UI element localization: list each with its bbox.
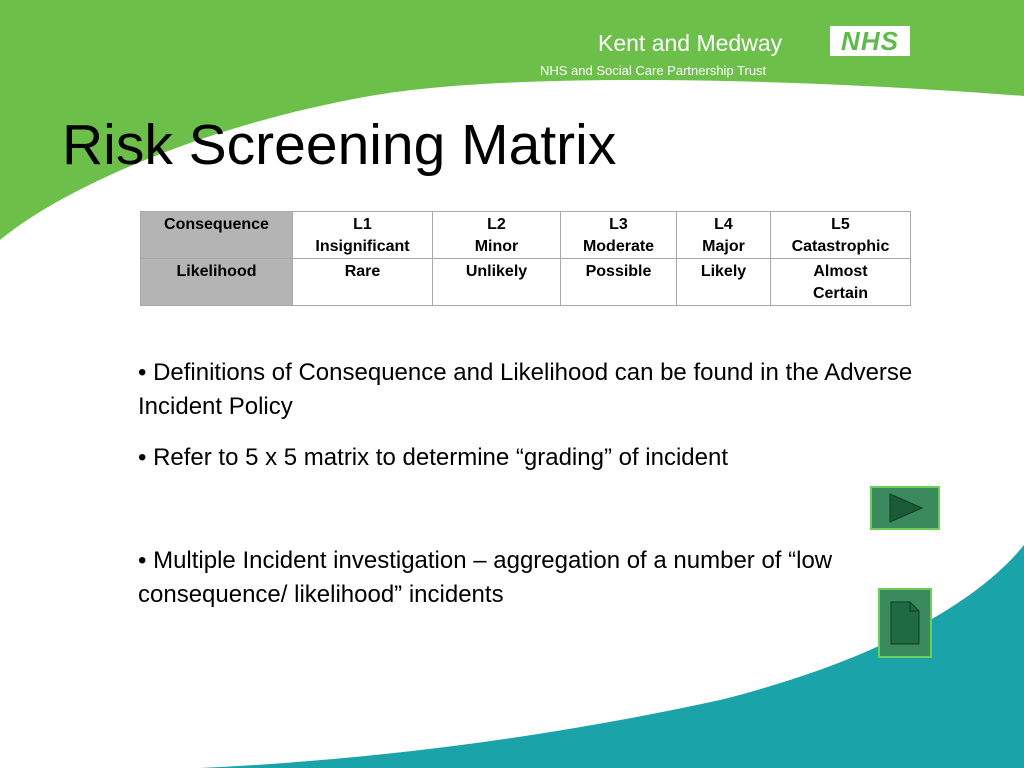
row-header-consequence: Consequence [141,212,293,259]
bullet-refer-matrix: • Refer to 5 x 5 matrix to determine “grading” of incident [138,444,729,471]
org-name: Kent and Medway [598,30,783,56]
document-icon [880,590,930,656]
consequence-row [141,212,911,259]
cell-almost-certain: Almost Certain [771,259,911,306]
bullet-definitions: • Definitions of Consequence and Likelihood can be found in the Adverse Incident Policy [138,359,913,420]
next-slide-button[interactable] [870,486,940,530]
cell-likely: Likely [677,259,771,306]
cell-l1: L1 Insignificant [293,212,433,259]
play-arrow-icon [872,488,938,528]
likelihood-row [141,259,911,306]
risk-matrix-table [140,211,911,306]
cell-l5: L5 Catastrophic [771,212,911,259]
cell-l4: L4 Major [677,212,771,259]
page-title: Risk Screening Matrix [62,113,617,177]
cell-unlikely: Unlikely [433,259,561,306]
document-link-button[interactable] [878,588,932,658]
org-brand [540,26,920,86]
cell-rare: Rare [293,259,433,306]
cell-l3: L3 Moderate [561,212,677,259]
row-header-likelihood: Likelihood [141,259,293,306]
nhs-logo: NHS [830,26,910,56]
cell-possible: Possible [561,259,677,306]
org-subtitle: NHS and Social Care Partnership Trust [540,63,767,78]
bullet-multiple-incident: • Multiple Incident investigation – aggregation of a number of “low consequence/ likelihood” incidents [138,547,833,608]
cell-l2: L2 Minor [433,212,561,259]
